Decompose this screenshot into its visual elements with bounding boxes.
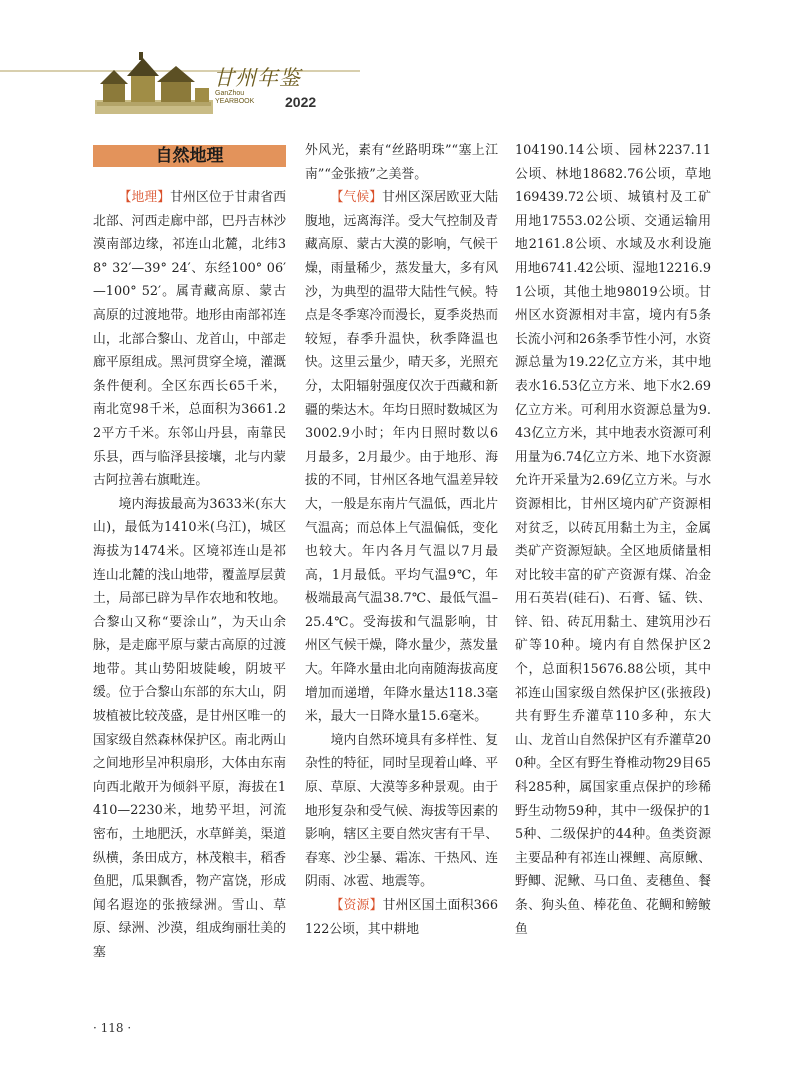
brand-chinese-title: 甘州年鉴: [213, 66, 301, 90]
paragraph-climate: [305, 186, 498, 729]
brand-english-line-1: GanZhou: [215, 90, 245, 97]
page-header: [0, 0, 800, 125]
landmark-illustration: [95, 52, 213, 114]
section-title: 自然地理: [93, 145, 286, 167]
text-column-3: [515, 139, 711, 941]
text-column-1: [93, 186, 286, 965]
resources-text: 甘州区国土面积366122公顷，其中耕地: [305, 898, 498, 937]
geography-tag: 【地理】: [118, 190, 171, 205]
text-column-2: [305, 139, 498, 941]
paragraph-resources-continued: 104190.14公顷、园林2237.11公顷、林地18682.76公顷，草地169439.72公顷、城镇村及工矿用地17553.02公顷、交通运输用地2161.8公顷、水域及水利设施用地6741.42公顷、湿地12216.91公顷，其他土地98019公顷。甘州区水资源相对丰富，境内有5条长流小河和26条季节性小河，水资源总量为19.22亿立方米，其中地表水16.53亿立方米、地下水2.69亿立方米。可利用水资源总量为9.43亿立方米，其中地表水资源可利用量为6.74亿立方米、地下水资源允许开采量为2.69亿立方米。与水资源相比，甘州区境内矿产资源相对贫乏，以砖瓦用黏土为主，金属类矿产资源短缺。全区地质储量相对比较丰富的矿产资源有煤、冶金用石英岩(硅石)、石膏、锰、铁、锌、铅、砖瓦用黏土、建筑用沙石矿等10种。境内有自然保护区2个，总面积15676.88公顷，其中祁连山国家级自然保护区(张掖段)共有野生乔灌草110多种，东大山、龙首山自然保护区有乔灌草200种。全区有野生脊椎动物29目65科285种，属国家重点保护的珍稀野生动物59种，其中一级保护的15种、二级保护的44种。鱼类资源主要品种有祁连山裸鲤、高原鳅、野鲫、泥鳅、马口鱼、麦穗鱼、餐条、狗头鱼、棒花鱼、花鲷和鳑鲏鱼: [515, 143, 711, 937]
paragraph-resources: [305, 894, 498, 941]
climate-text: 甘州区深居欧亚大陆腹地，远离海洋。受大气控制及青藏高原、蒙古大漠的影响，气候干燥，雨量稀少，蒸发量大，多有风沙，为典型的温带大陆性气候。特点是冬季寒冷而漫长，夏季炎热而较短，春季升温快，秋季降温也快。这里云量少，晴天多，光照充分，太阳辐射强度仅次于西藏和新疆的柴达木。年均日照时数城区为3002.9小时；年内日照时数以6月最多，2月最少。由于地形、海拔的不同，甘州区各地气温差异较大，一般是东南片气温低，西北片气温高；而总体上气温偏低，变化也较大。年内各月气温以7月最高，1月最低。平均气温9℃，年极端最高气温38.7℃、最低气温–25.4℃。受海拔和气温影响，甘州区气候干燥，降水量少，蒸发量大。年降水量由北向南随海拔高度增加而递增，年降水量达118.3毫米，最大一日降水量15.6毫米。: [305, 190, 499, 725]
resources-tag: 【资源】: [330, 898, 383, 913]
paragraph-environment: 境内自然环境具有多样性、复杂性的特征，同时呈现着山峰、平原、草原、大漠等多种景观。由于地形复杂和受气候、海拔等因素的影响，辖区主要自然灾害有干旱、春寒、沙尘暴、霜冻、干热风、连阴雨、冰雹、地震等。: [305, 732, 498, 890]
yearbook-brand: [213, 62, 343, 112]
climate-tag: 【气候】: [330, 190, 383, 206]
paragraph-terrain-continued: 外风光，素有“丝路明珠”“塞上江南”“金张掖”之美誉。: [305, 143, 498, 182]
brand-english-line-2: YEARBOOK: [215, 98, 255, 105]
geography-text: 甘州区位于甘肃省西北部、河西走廊中部，巴丹吉林沙漠南部边缘，祁连山北麓，北纬38° 32′—39° 24′、东经100° 06′—100° 52′。属青藏高原、蒙古高原的过渡地带。地形由南部祁连山，北部合黎山、龙首山，中部走廊平原组成。黑河贯穿全境，灌溉条件便利。全区东西长65千米，南北宽98千米，总面积为3661.22平方千米。东邻山丹县，南靠民乐县，西与临泽县接壤，北与内蒙古阿拉善右旗毗连。: [93, 190, 287, 489]
page-number: · 118 ·: [93, 1021, 132, 1035]
brand-english-title: [215, 90, 254, 106]
brand-year: 2022: [285, 94, 317, 110]
paragraph-terrain: 境内海拔最高为3633米(东大山)，最低为1410米(乌江)，城区海拔为1474米。区境祁连山是祁连山北麓的浅山地带，覆盖厚层黄土，局部已辟为旱作农地和牧地。合黎山又称“要涂山”，为天山余脉，是走廊平原与蒙古高原的过渡地带。其山势阳坡陡峻，阴坡平缓。位于合黎山东部的东大山，阴坡植被比较茂盛，是甘州区唯一的国家级自然森林保护区。南北两山之间地形呈冲积扇形，大体由东南向西北敞开为倾斜平原，海拔在1410—2230米，地势平坦，河流密布，土地肥沃，水草鲜美，渠道纵横，条田成方，林茂粮丰，稻香鱼肥，瓜果飘香，物产富饶，形成闻名遐迩的张掖绿洲。雪山、草原、绿洲、沙漠，组成绚丽壮美的塞: [93, 496, 286, 960]
paragraph-geography: [93, 186, 286, 493]
